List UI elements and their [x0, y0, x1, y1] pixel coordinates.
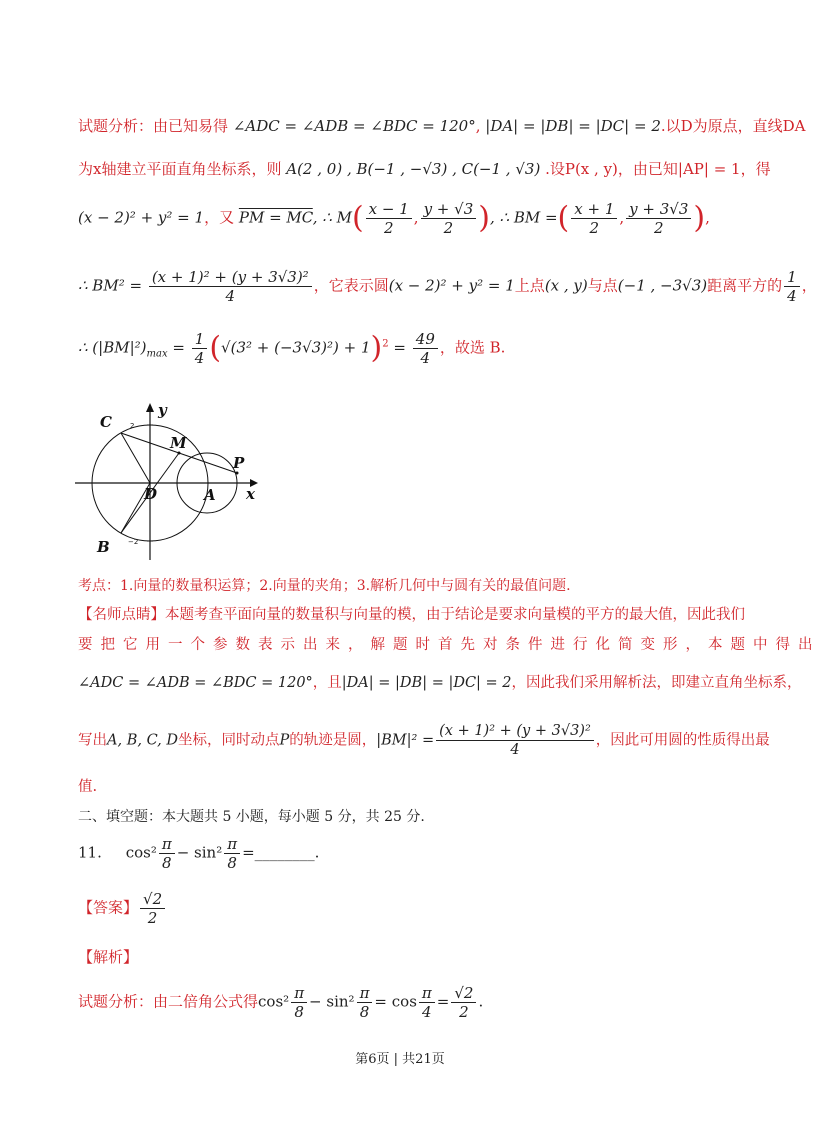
label-x: x	[246, 485, 255, 503]
label-y: y	[158, 401, 167, 419]
analysis-set-p: .设P(x , y)，由已知|AP| = 1，得	[545, 160, 771, 178]
mingshi-line-5: 值.	[78, 779, 98, 795]
final-eq: =	[436, 992, 450, 1011]
mingshi-line-4	[78, 722, 770, 766]
meaning-2: 上点	[514, 276, 545, 295]
point-m	[178, 452, 181, 455]
label-c: C	[100, 413, 112, 431]
mingshi-l4-lhs: |BM|² =	[376, 732, 435, 749]
q11-frac-2: $\frac{\pi}{8}$	[224, 835, 240, 872]
final-sin: − sin²	[309, 992, 355, 1011]
meaning-1: ，它表示圆	[313, 276, 389, 295]
m-y-frac: $\frac{y + √3}{2}$	[421, 200, 477, 237]
y-axis-arrow	[146, 403, 154, 412]
bm-y-frac: $\frac{y + 3√3}{2}$	[626, 200, 691, 237]
analysis-pm-mc: PM = MC	[238, 208, 313, 227]
bm-sq-lhs: ∴ BM² =	[78, 276, 143, 295]
final-eq-cos: = cos	[374, 992, 417, 1011]
label-p: P	[233, 454, 245, 472]
analysis-heading: 试题分析：	[78, 117, 154, 135]
final-line	[78, 984, 738, 1028]
tick-label-neg2: −2	[128, 538, 139, 546]
m-x-frac: $\frac{x - 1}{2}$	[366, 200, 412, 237]
segment-cd	[121, 433, 150, 483]
analysis-points: A(2 , 0) , B(−1 , −√3) , C(−1 , √3)	[286, 160, 541, 178]
conclusion: ，故选 B.	[439, 338, 506, 357]
analysis-coord-text: 为x轴建立平面直角坐标系，则	[78, 160, 282, 178]
meaning-circle: (x − 2)² + y² = 1	[388, 276, 515, 295]
mingshi-label: 【名师点睛】	[78, 607, 165, 623]
mingshi-angles: ∠ADC = ∠ADB = ∠BDC = 120°	[78, 675, 313, 691]
analysis-line-5: ∴ $(|BM|^2)_{max}$ = $\frac{1}{4}$ $(√(3^2 + (-3√3)^2) + 1)^2$ = $\frac{49}{4}$ ，故选 B.	[78, 330, 506, 367]
answer	[78, 890, 738, 934]
q11-frac-1: $\frac{\pi}{8}$	[159, 835, 175, 872]
q11-cos: cos²	[125, 843, 157, 862]
analysis-norms: |DA| = |DB| = |DC| = 2	[485, 117, 661, 135]
mingshi-l4-mid: 坐标，同时动点	[178, 732, 280, 749]
label-a: A	[204, 486, 216, 504]
analysis-and: ，又	[204, 208, 235, 227]
mingshi-l4-start: 写出	[78, 732, 107, 749]
mingshi-text-1: 本题考查平面向量的数量积与向量的模，由于结论是要求向量模的平方的最大值，因此我们	[165, 607, 745, 623]
final-frac-4: $\frac{√2}{2}$	[451, 984, 476, 1021]
analysis-circle-eq: (x − 2)² + y² = 1	[78, 208, 205, 227]
analysis-line-4: ∴ BM² = $\frac{\text{(x + 1)² + (y + 3√3)²}}{4}$ ，它表示圆(x − 2)² + y² = 1上点(x , y)与点(−1 , −3√3)距离平方的 $\frac{1}{4}$ ，	[78, 268, 817, 305]
mingshi-mid: ，且	[312, 675, 342, 691]
final-end: .	[478, 992, 484, 1011]
max-result-frac: $\frac{49}{4}$	[413, 330, 438, 367]
section2-heading: 二、填空题：本大题共 5 小题，每小题 5 分，共 25 分.	[78, 809, 425, 825]
kaodian: 考点：1.向量的数量积运算；2.向量的夹角；3.解析几何中与圆有关的最值问题.	[78, 578, 571, 594]
final-frac-1: $\frac{\pi}{8}$	[291, 984, 307, 1021]
mingshi-l4-end: ，因此可用圆的性质得出最	[595, 732, 770, 749]
final-cos: cos²	[258, 992, 290, 1011]
meaning-point: (x , y)	[544, 276, 588, 295]
q11-number: 11.	[78, 843, 102, 862]
mingshi-norms: |DA| = |DB| = |DC| = 2	[341, 675, 512, 691]
bm-x-frac: $\frac{x + 1}{2}$	[571, 200, 617, 237]
analysis-line-3: (x − 2)² + y² = 1，又 PM = MC, ∴ M( $\frac{x - 1}{2}$ , $\frac{y + √3}{2}$ ), ∴ BM =( $\frac{x + 1}{2}$ , $\frac{y + 3√3}{2}$ ),	[78, 200, 710, 237]
q11	[78, 835, 738, 879]
analysis-therefore-bm: , ∴ BM =	[489, 208, 558, 227]
max-inner: √(3² + (−3√3)²) + 1	[221, 338, 371, 357]
mingshi-line-3	[78, 672, 802, 694]
label-b: B	[97, 538, 110, 556]
analysis-therefore-m: , ∴ M	[312, 208, 352, 227]
meaning-point2: (−1 , −3√3)	[617, 276, 708, 295]
mingshi-line-2: 要把它用一个参数表示出来，解题时首先对条件进行化简变形，本题中得出	[78, 637, 821, 653]
label-m: M	[170, 434, 187, 452]
max-sub: max	[146, 348, 168, 360]
max-lhs: ∴ (|BM|²)	[78, 338, 147, 357]
mingshi-end: ，因此我们采用解析法，即建立直角坐标系，	[511, 675, 802, 691]
page-footer: 第6页 | 共21页	[355, 1052, 445, 1067]
geometry-diagram	[70, 400, 270, 562]
analysis-line-2	[78, 158, 771, 180]
final-frac-2: $\frac{\pi}{8}$	[357, 984, 373, 1021]
analysis-angles: ∠ADC = ∠ADB = ∠BDC = 120°	[232, 117, 476, 135]
bm-sq-frac: $\frac{\text{(x + 1)² + (y + 3√3)²}}{4}$	[149, 268, 312, 305]
analysis-origin: .以D为原点，直线DA	[660, 117, 806, 135]
mingshi-l4-p: P	[279, 732, 290, 749]
mingshi-l4-mid2: 的轨迹是圆，	[289, 732, 377, 749]
max-eq: =	[172, 338, 185, 357]
label-d: D	[144, 485, 158, 503]
quarter-frac: $\frac{1}{4}$	[784, 268, 800, 305]
q11-sin: − sin²	[176, 843, 223, 862]
analysis-intro: 由已知易得	[153, 117, 229, 135]
final-text: 由二倍角公式得	[153, 992, 259, 1011]
analysis-line-1: 试题分析：由已知易得 ∠ADC = ∠ADB = ∠BDC = 120°, |DA| = |DB| = |DC| = 2.以D为原点，直线DA	[78, 117, 806, 135]
meaning-3: 与点	[587, 276, 618, 295]
max-quarter-frac: $\frac{1}{4}$	[192, 330, 208, 367]
q11-blank: =________.	[242, 843, 320, 862]
mingshi-l4-frac: $\frac{\text{(x + 1)² + (y + 3√3)²}}{4}$	[436, 722, 594, 759]
point-p	[236, 472, 239, 475]
mingshi-l4-pts: A, B, C, D	[107, 732, 178, 749]
meaning-4: 距离平方的	[707, 276, 783, 295]
final-frac-3: $\frac{\pi}{4}$	[419, 984, 435, 1021]
mingshi-line-1	[78, 604, 745, 626]
answer-frac: $\frac{√2}{2}$	[140, 890, 165, 927]
tick-label-2: 2	[130, 422, 135, 430]
final-heading: 试题分析：	[78, 992, 154, 1011]
jiexi-label: 【解析】	[78, 948, 139, 966]
answer-label: 【答案】	[78, 898, 139, 917]
